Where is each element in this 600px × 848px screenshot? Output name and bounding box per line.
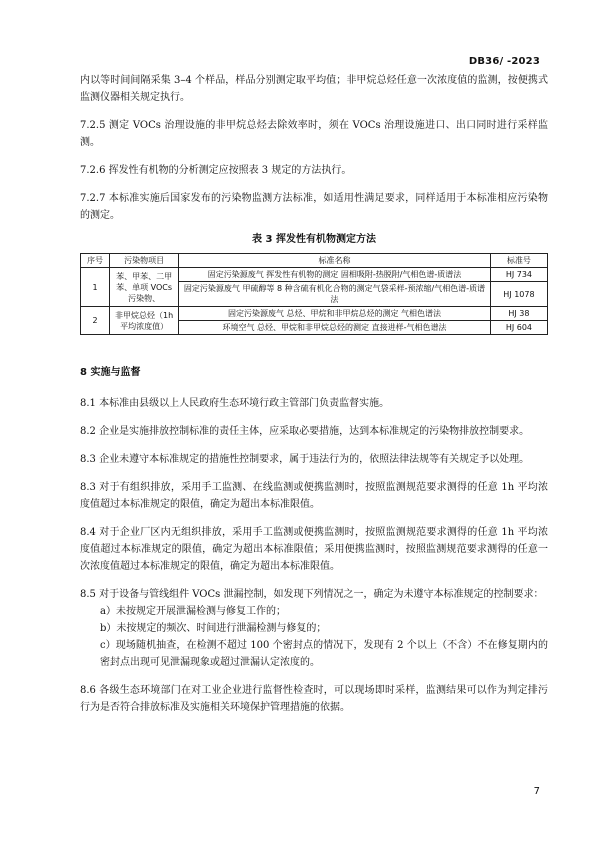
list-item: a）未按规定开展泄漏检测与修复工作的；: [100, 606, 286, 617]
paragraph: 7.2.6 挥发性有机物的分析测定应按照表 3 规定的方法执行。: [80, 165, 352, 176]
table-header-row: [81, 254, 548, 268]
page-number: 7: [533, 786, 540, 797]
row-no: 2: [81, 307, 110, 335]
standard-name: 固定污染源废气 挥发性有机物的测定 固相吸附-热脱附/气相色谱-质谱法: [179, 268, 491, 282]
standard-name: 固定污染源废气 总烃、甲烷和非甲烷总烃的测定 气相色谱法: [179, 307, 491, 321]
methods-table: [80, 253, 548, 335]
paragraph: 8.2 企业是实施排放控制标准的责任主体，应采取必要措施，达到本标准规定的污染物排放控制要求。: [80, 426, 530, 437]
paragraph: 8.3 企业未遵守本标准规定的措施性控制要求，属于违法行为的，依照法律法规等有关规定予以处理。: [80, 454, 530, 465]
table-title: 表 3 挥发性有机物测定方法: [252, 234, 376, 245]
header-no: 序号: [81, 254, 110, 268]
row-item: 苯、甲苯、二甲苯、单项 VOCs 污染物、: [110, 268, 179, 307]
table-row: [81, 268, 548, 282]
list-item: c）现场随机抽查，在检测不超过 100 个密封点的情况下，发现有 2 个以上（不含）不在修复期内的密封点出现可见泄漏现象或超过泄漏认定浓度的。: [100, 640, 548, 668]
standard-code: HJ 1078: [490, 282, 547, 307]
standard-name: 固定污染源废气 甲硫醇等 8 种含硫有机化合物的测定气袋采样-预浓缩/气相色谱-质谱法: [179, 282, 491, 307]
paragraph: 7.2.5 测定 VOCs 治理设施的非甲烷总烃去除效率时，须在 VOCs 治理设施进口、出口同时进行采样监测。: [80, 120, 548, 148]
paragraph: 8.3 对于有组织排放，采用手工监测、在线监测或便携监测时，按照监测规范要求测得的任意 1h 平均浓度值超过本标准规定的限值，确定为超出本标准限值。: [80, 482, 548, 510]
list-item: b）未按规定的频次、时间进行泄漏检测与修复的；: [100, 623, 327, 634]
standard-name: 环境空气 总烃、甲烷和非甲烷总烃的测定 直接进样-气相色谱法: [179, 321, 491, 335]
document-code: DB36/ -2023: [468, 56, 540, 67]
standard-code: HJ 604: [490, 321, 547, 335]
standard-code: HJ 38: [490, 307, 547, 321]
paragraph: 8.4 对于企业厂区内无组织排放，采用手工监测或便携监测时，按照监测规范要求测得的任意 1h 平均浓度值超过本标准规定的限值，确定为超出本标准限值；采用便携监测时，按照监测规范要求测得的任意一次浓度值超过本标准规定的限值，确定为超出本标准限值。: [80, 527, 548, 572]
paragraph: 内以等时间间隔采集 3–4 个样品，样品分别测定取平均值；非甲烷总烃任意一次浓度值的监测，按便携式监测仪器相关规定执行。: [80, 75, 548, 103]
standard-code: HJ 734: [490, 268, 547, 282]
paragraph: 8.1 本标准由县级以上人民政府生态环境行政主管部门负责监督实施。: [80, 398, 390, 409]
header-code: 标准号: [490, 254, 547, 268]
paragraph: 7.2.7 本标准实施后国家发布的污染物监测方法标准，如适用性满足要求，同样适用于本标准相应污染物的测定。: [80, 193, 548, 221]
table-row: [81, 307, 548, 321]
row-no: 1: [81, 268, 110, 307]
section-title: 8 实施与监督: [80, 367, 141, 378]
row-item: 非甲烷总烃（1h 平均浓度值）: [110, 307, 179, 335]
header-standard: 标准名称: [179, 254, 491, 268]
paragraph: 8.6 各级生态环境部门在对工业企业进行监督性检查时，可以现场即时采样，监测结果可以作为判定排污行为是否符合排放标准及实施相关环境保护管理措施的依据。: [80, 685, 548, 713]
page-content: [80, 72, 548, 716]
header-item: 污染物项目: [110, 254, 179, 268]
paragraph: 8.5 对于设备与管线组件 VOCs 泄漏控制，如发现下列情况之一，确定为未遵守本标准规定的控制要求：: [80, 589, 544, 600]
